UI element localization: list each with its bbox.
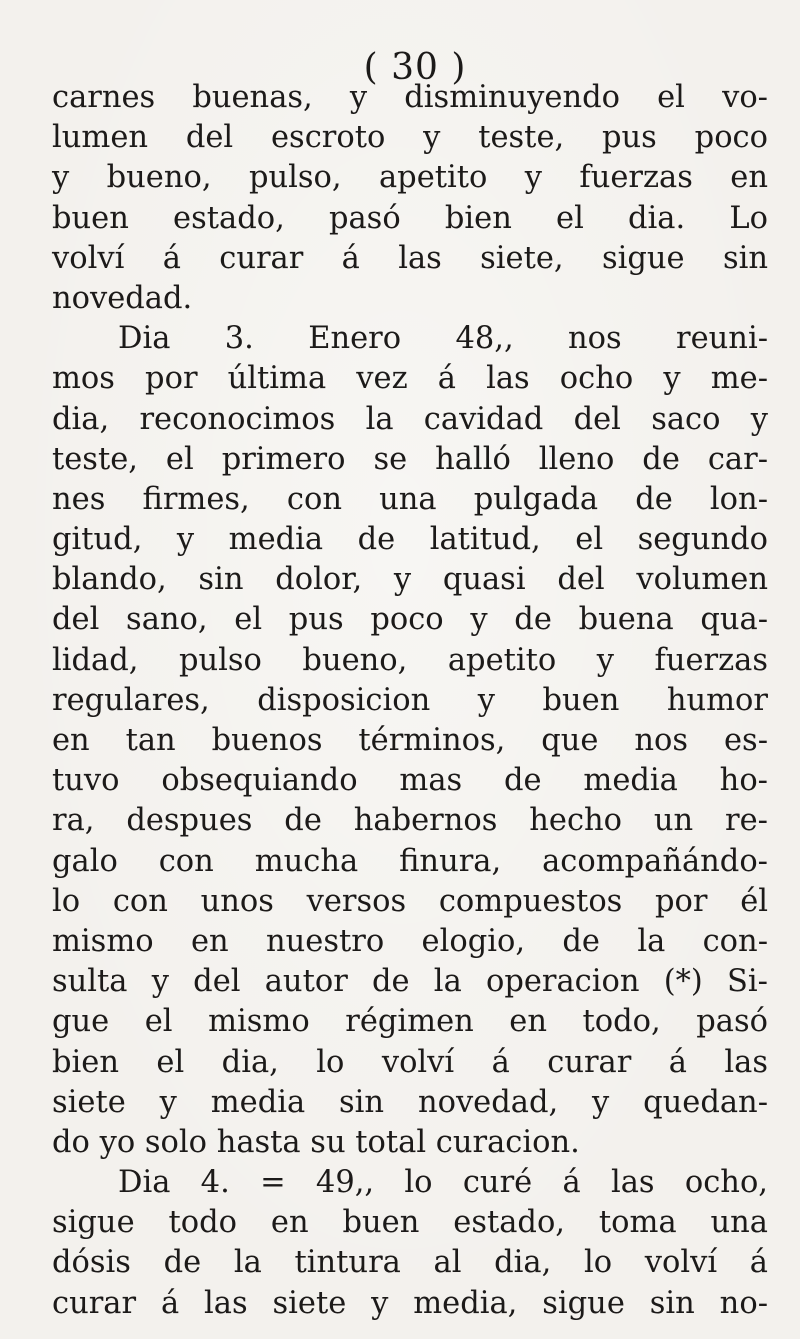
text-line: siete y media sin novedad, y quedan-	[52, 1084, 768, 1120]
text-line: buen estado, pasó bien el dia. Lo	[52, 200, 768, 236]
text-line: curar á las siete y media, sigue sin no-	[52, 1285, 768, 1321]
text-line: nes firmes, con una pulgada de lon-	[52, 481, 768, 517]
text-line: lidad, pulso bueno, apetito y fuerzas	[52, 642, 768, 678]
text-line: do yo solo hasta su total curacion.	[52, 1124, 580, 1160]
text-line: carnes buenas, y disminuyendo el vo-	[52, 80, 768, 115]
body-text	[52, 78, 768, 1324]
text-line: mismo en nuestro elogio, de la con-	[52, 923, 768, 959]
text-line: Dia 4. = 49,, lo curé á las ocho,	[118, 1165, 768, 1201]
text-line: teste, el primero se halló lleno de car-	[52, 441, 768, 477]
text-line: sigue todo en buen estado, toma una	[52, 1205, 768, 1241]
text-line: Dia 3. Enero 48,, nos reuni-	[118, 321, 768, 357]
text-line: mos por última vez á las ocho y me-	[52, 361, 768, 397]
text-line: en tan buenos términos, que nos es-	[52, 723, 768, 758]
text-line: lumen del escroto y teste, pus poco	[52, 120, 768, 156]
text-line: ra, despues de habernos hecho un re-	[52, 803, 768, 839]
text-line: tuvo obsequiando mas de media ho-	[52, 763, 768, 799]
text-line: blando, sin dolor, y quasi del volumen	[52, 562, 768, 598]
text-line: dósis de la tintura al dia, lo volví á	[52, 1245, 768, 1281]
text-line: novedad.	[52, 280, 193, 316]
text-line: dia, reconocimos la cavidad del saco y	[52, 401, 768, 437]
text-line: volví á curar á las siete, sigue sin	[52, 240, 768, 276]
text-line: del sano, el pus poco y de buena qua-	[52, 602, 768, 638]
text-line: sulta y del autor de la operacion (*) Si-	[52, 964, 768, 1000]
text-line: lo con unos versos compuestos por él	[52, 883, 768, 919]
text-line: gue el mismo régimen en todo, pasó	[52, 1004, 768, 1040]
text-line: galo con mucha finura, acompañándo-	[52, 843, 768, 879]
page-number: ( 30 )	[363, 47, 467, 88]
text-line: regulares, disposicion y buen humor	[52, 682, 768, 718]
text-line: y bueno, pulso, apetito y fuerzas en	[52, 160, 768, 196]
text-line: gitud, y media de latitud, el segundo	[52, 522, 768, 558]
text-line: bien el dia, lo volví á curar á las	[52, 1044, 768, 1080]
